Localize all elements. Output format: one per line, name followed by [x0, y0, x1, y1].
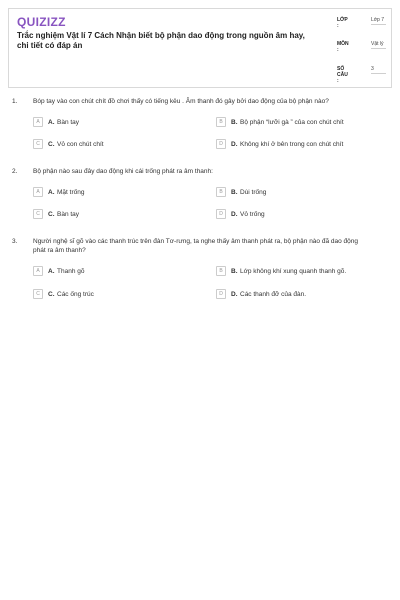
meta-label: SỐ CÂU :: [337, 66, 348, 84]
option-letter: C.: [48, 211, 55, 218]
meta-value: Lớp 7: [371, 17, 385, 23]
meta-value: Vật lý: [371, 41, 386, 49]
question-number: 2.: [12, 168, 18, 175]
option-text: Dùi trống: [240, 189, 267, 196]
option-letter: A.: [48, 119, 55, 126]
worksheet-header: [8, 8, 392, 88]
question-number: 3.: [12, 238, 18, 245]
option-letter: B.: [231, 268, 238, 275]
option-letter: A.: [48, 268, 55, 275]
option-text: Thanh gõ: [57, 268, 85, 275]
option-box[interactable]: C: [33, 289, 43, 299]
option-letter: B.: [231, 189, 238, 196]
meta-label: MÔN :: [337, 41, 349, 53]
question-text: Bộ phận nào sau đây dao động khi cái trống phát ra âm thanh:: [33, 168, 213, 175]
option-text: Các thanh đỡ của đàn.: [240, 291, 307, 298]
option-letter: D.: [231, 141, 238, 148]
option-box[interactable]: D: [216, 289, 226, 299]
option-box[interactable]: A: [33, 117, 43, 127]
option-letter: D.: [231, 291, 238, 298]
option-box[interactable]: C: [33, 139, 43, 149]
option-box[interactable]: B: [216, 266, 226, 276]
option-box[interactable]: C: [33, 209, 43, 219]
option-box[interactable]: A: [33, 187, 43, 197]
option-text: Mặt trống: [57, 189, 85, 196]
option-text: Vỏ trống: [240, 211, 265, 218]
option-letter: B.: [231, 119, 238, 126]
meta-value: 3: [371, 66, 386, 74]
option-box[interactable]: B: [216, 117, 226, 127]
option-text: Không khí ở bên trong con chút chít: [240, 141, 344, 148]
option-box[interactable]: D: [216, 209, 226, 219]
option-text: Các ống trúc: [57, 291, 94, 298]
question-number: 1.: [12, 98, 18, 105]
option-letter: A.: [48, 189, 55, 196]
question-text: Bóp tay vào con chút chít đồ chơi thấy có tiếng kêu . Âm thanh đó gây bởi dao động của bộ phận nào?: [33, 98, 329, 105]
meta-label: LỚP :: [337, 17, 348, 29]
option-text: Bàn tay: [57, 211, 80, 218]
option-text: Lớp không khí xung quanh thanh gõ.: [240, 268, 347, 275]
question-text: Người nghệ sĩ gõ vào các thanh trúc trên đàn Tơ-rưng, ta nghe thấy âm thanh phát ra, bộ phận nào đã dao động phát ra âm thanh?: [33, 238, 358, 254]
option-text: Vỏ con chút chít: [57, 141, 104, 148]
quizizz-logo: QUIZIZZ: [17, 15, 66, 29]
option-box[interactable]: B: [216, 187, 226, 197]
option-letter: C.: [48, 291, 55, 298]
option-text: Bàn tay: [57, 119, 80, 126]
option-letter: C.: [48, 141, 55, 148]
option-text: Bộ phận “lưỡi gà ” của con chút chít: [240, 119, 344, 126]
option-box[interactable]: D: [216, 139, 226, 149]
option-letter: D.: [231, 211, 238, 218]
worksheet-title: Trắc nghiệm Vật lí 7 Cách Nhận biết bộ phận dao động trong nguồn âm hay, chi tiết có đáp án: [17, 31, 305, 50]
option-box[interactable]: A: [33, 266, 43, 276]
